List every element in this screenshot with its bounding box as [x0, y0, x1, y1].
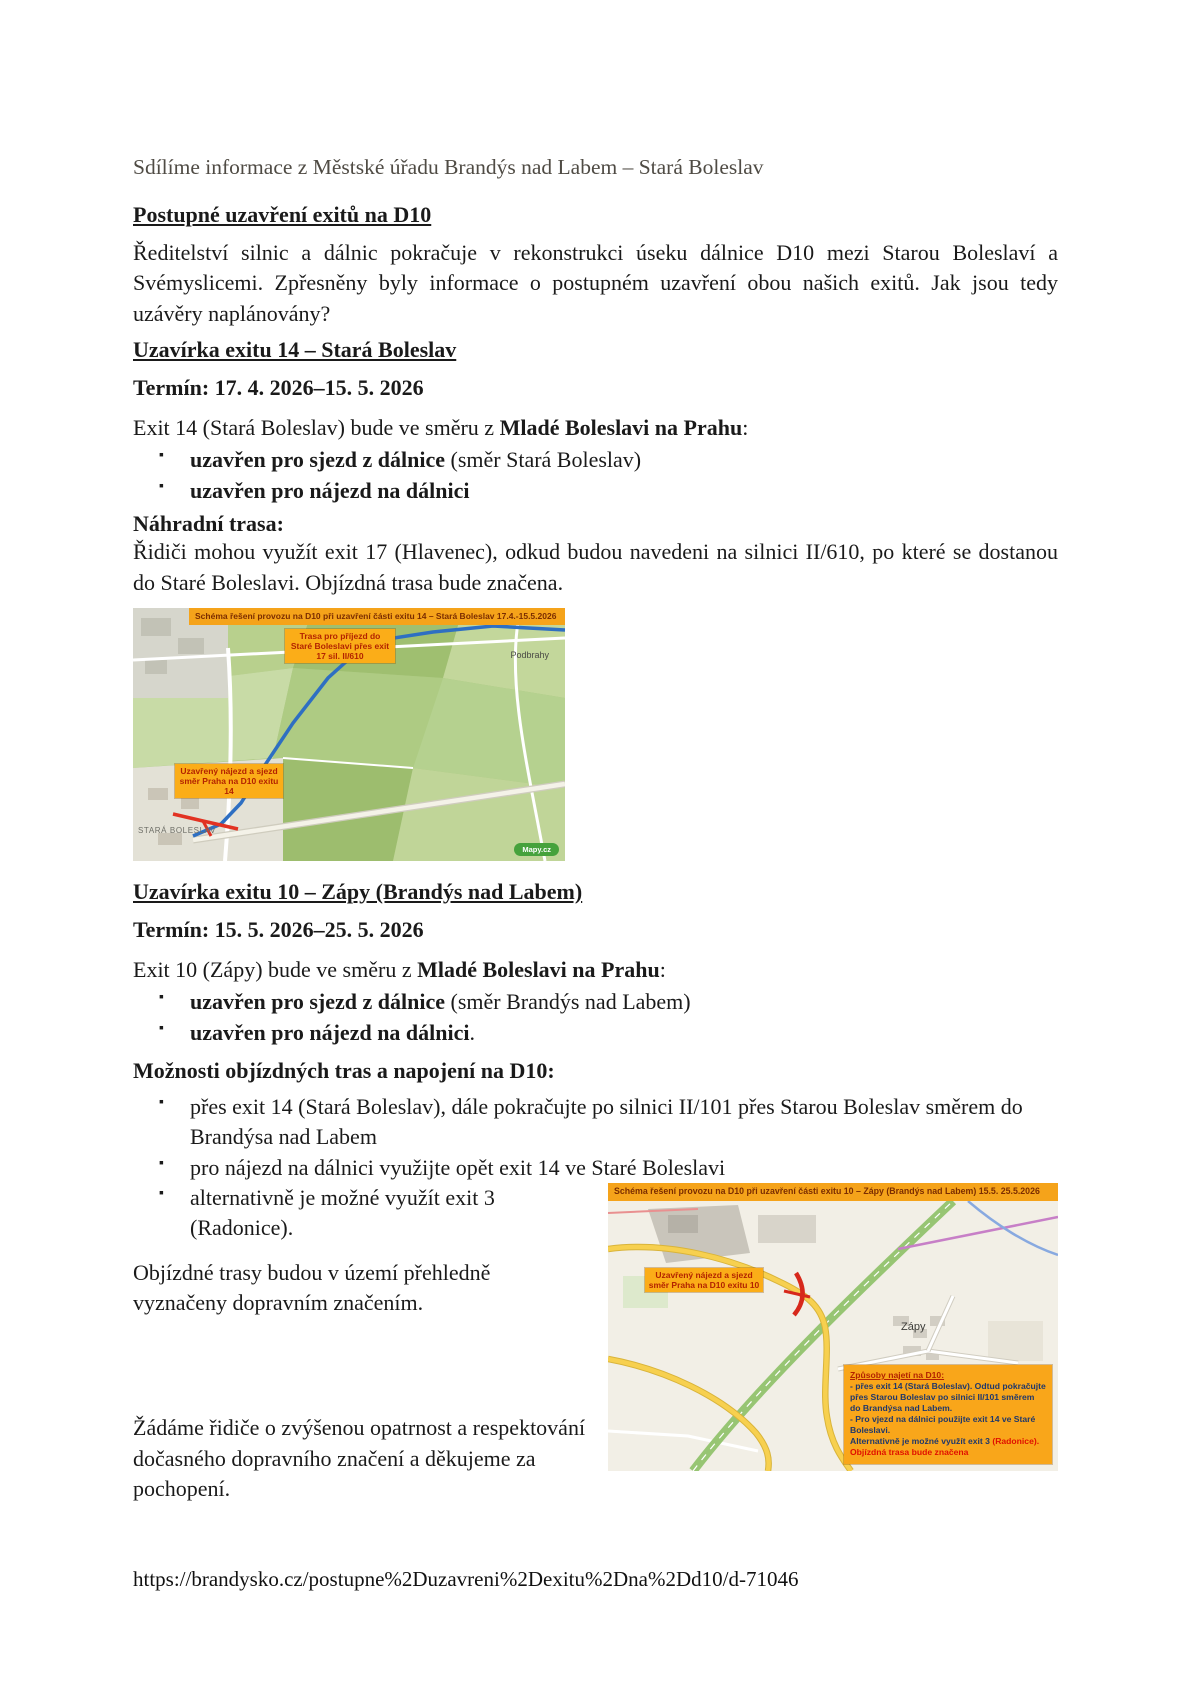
map-provider-logo: Mapy.cz [514, 843, 559, 856]
nahradni-trasa-heading: Náhradní trasa: [133, 511, 284, 537]
map-exit14 [133, 608, 565, 861]
map-exit14-annotation-route: Trasa pro příjezd do Staré Boleslavi přes exit 17 sil. II/610 [285, 629, 395, 663]
infobox-line: - přes exit 14 (Stará Boleslav). Odtud pokračujte přes Starou Boleslav po silnici II/101 směrem do Brandýsa nad Labem. [850, 1381, 1046, 1414]
text-bold: Mladé Boleslavi na Prahu [499, 415, 743, 441]
text-bold: uzavřen pro nájezd na dálnici [190, 1019, 470, 1045]
map-label-zapy: Zápy [901, 1321, 926, 1334]
map-exit14-annotation-closure: Uzavřený nájezd a sjezd směr Praha na D10 exitu 14 [175, 764, 283, 798]
source-url: https://brandysko.cz/postupne%2Duzavreni%2Dexitu%2Dna%2Dd10/d-71046 [133, 1566, 799, 1591]
intro-line: Sdílíme informace z Městské úřadu Brandýs nad Labem – Stará Boleslav [133, 155, 764, 179]
map-exit14-titlebar: Schéma řešení provozu na D10 při uzavření části exitu 14 – Stará Boleslav 17.4.-15.5.2026 [189, 608, 565, 625]
text: Exit 14 (Stará Boleslav) bude ve směru z [133, 415, 500, 441]
text: (směr Brandýs nad Labem) [445, 989, 691, 1015]
section-exit10-heading: Uzavírka exitu 10 – Zápy (Brandýs nad Labem) [133, 878, 583, 904]
bullet-item [133, 445, 1058, 475]
infobox-title: Způsoby najetí na D10: [850, 1370, 945, 1381]
closing-paragraph: Žádáme řidiče o zvýšenou opatrnost a respektování dočasného dopravního značení a děkujeme za pochopení. [133, 1415, 586, 1502]
text: Exit 10 (Zápy) bude ve směru z [133, 956, 418, 982]
document-title: Postupné uzavření exitů na D10 [133, 202, 432, 227]
bullet-item: ▪ alternativně je možné využít exit 3 (Radonice). [133, 1183, 1058, 1244]
text: . [469, 1019, 476, 1045]
map-label-stara-boleslav: STARÁ BOLESLAV [138, 825, 216, 835]
map-exit10-annotation-closure: Uzavřený nájezd a sjezd směr Praha na D10 exitu 10 [645, 1268, 763, 1292]
section-exit14-heading: Uzavírka exitu 14 – Stará Boleslav [133, 337, 457, 363]
bullet-item [133, 987, 1058, 1017]
lead-paragraph: Ředitelství silnic a dálnic pokračuje v rekonstrukci úseku dálnice D10 mezi Starou Boleslaví a Svémyslicemi. Zpřesněny byly informace o postupném uzavření obou našich exitů. Jak jsou tedy uzávěry naplánovány? [133, 240, 1058, 326]
map-label-podbrahy: Podbrahy [510, 649, 549, 660]
text-bold: uzavřen pro sjezd z dálnice [190, 447, 446, 473]
bullet-item: ▪ přes exit 14 (Stará Boleslav), dále pokračujte po silnici II/101 přes Starou Boleslav směrem do Brandýsa nad Labem [133, 1092, 1058, 1153]
infobox-line [850, 1436, 1046, 1458]
text-red: (Radonice). Objízdná trasa bude značena [850, 1436, 1040, 1458]
bullet-item [133, 1018, 1058, 1048]
section-exit10-termin: Termín: 15. 5. 2026–25. 5. 2026 [133, 916, 424, 942]
nahradni-trasa-text: Řidiči mohou využít exit 17 (Hlavenec), odkud budou navedeni na silnici II/610, po které se dostanou do Staré Boleslavi. Objízdná trasa bude značena. [133, 539, 1058, 595]
map-exit10-infobox [844, 1365, 1052, 1464]
bullet-item [133, 476, 1058, 506]
section-exit14-termin: Termín: 17. 4. 2026–15. 5. 2026 [133, 375, 424, 401]
bullet-item: ▪ pro nájezd na dálnici využijte opět exit 14 ve Staré Boleslavi [133, 1153, 1058, 1183]
infobox-line: - Pro vjezd na dálnici použijte exit 14 ve Staré Boleslavi. [850, 1414, 1036, 1436]
map-exit10-titlebar: Schéma řešení provozu na D10 při uzavření části exitu 10 – Zápy (Brandýs nad Labem) 15.5. 25.5.2026 [608, 1183, 1058, 1201]
text: Alternativně je možné využít exit 3 [850, 1436, 993, 1447]
moznosti-heading: Možnosti objízdných tras a napojení na D10: [133, 1057, 555, 1083]
text-bold: uzavřen pro nájezd na dálnici [190, 477, 470, 503]
text-bold: uzavřen pro sjezd z dálnice [190, 989, 446, 1015]
objizdne-paragraph: Objízdné trasy budou v území přehledně vyznačeny dopravním značením. [133, 1259, 491, 1316]
text-bold: Mladé Boleslavi na Prahu [417, 956, 660, 982]
text: : [659, 956, 666, 982]
text: (směr Stará Boleslav) [445, 447, 642, 473]
section-exit10-direction-line [133, 955, 1058, 985]
text: : [742, 415, 749, 441]
section-exit14-direction-line [133, 413, 1058, 443]
